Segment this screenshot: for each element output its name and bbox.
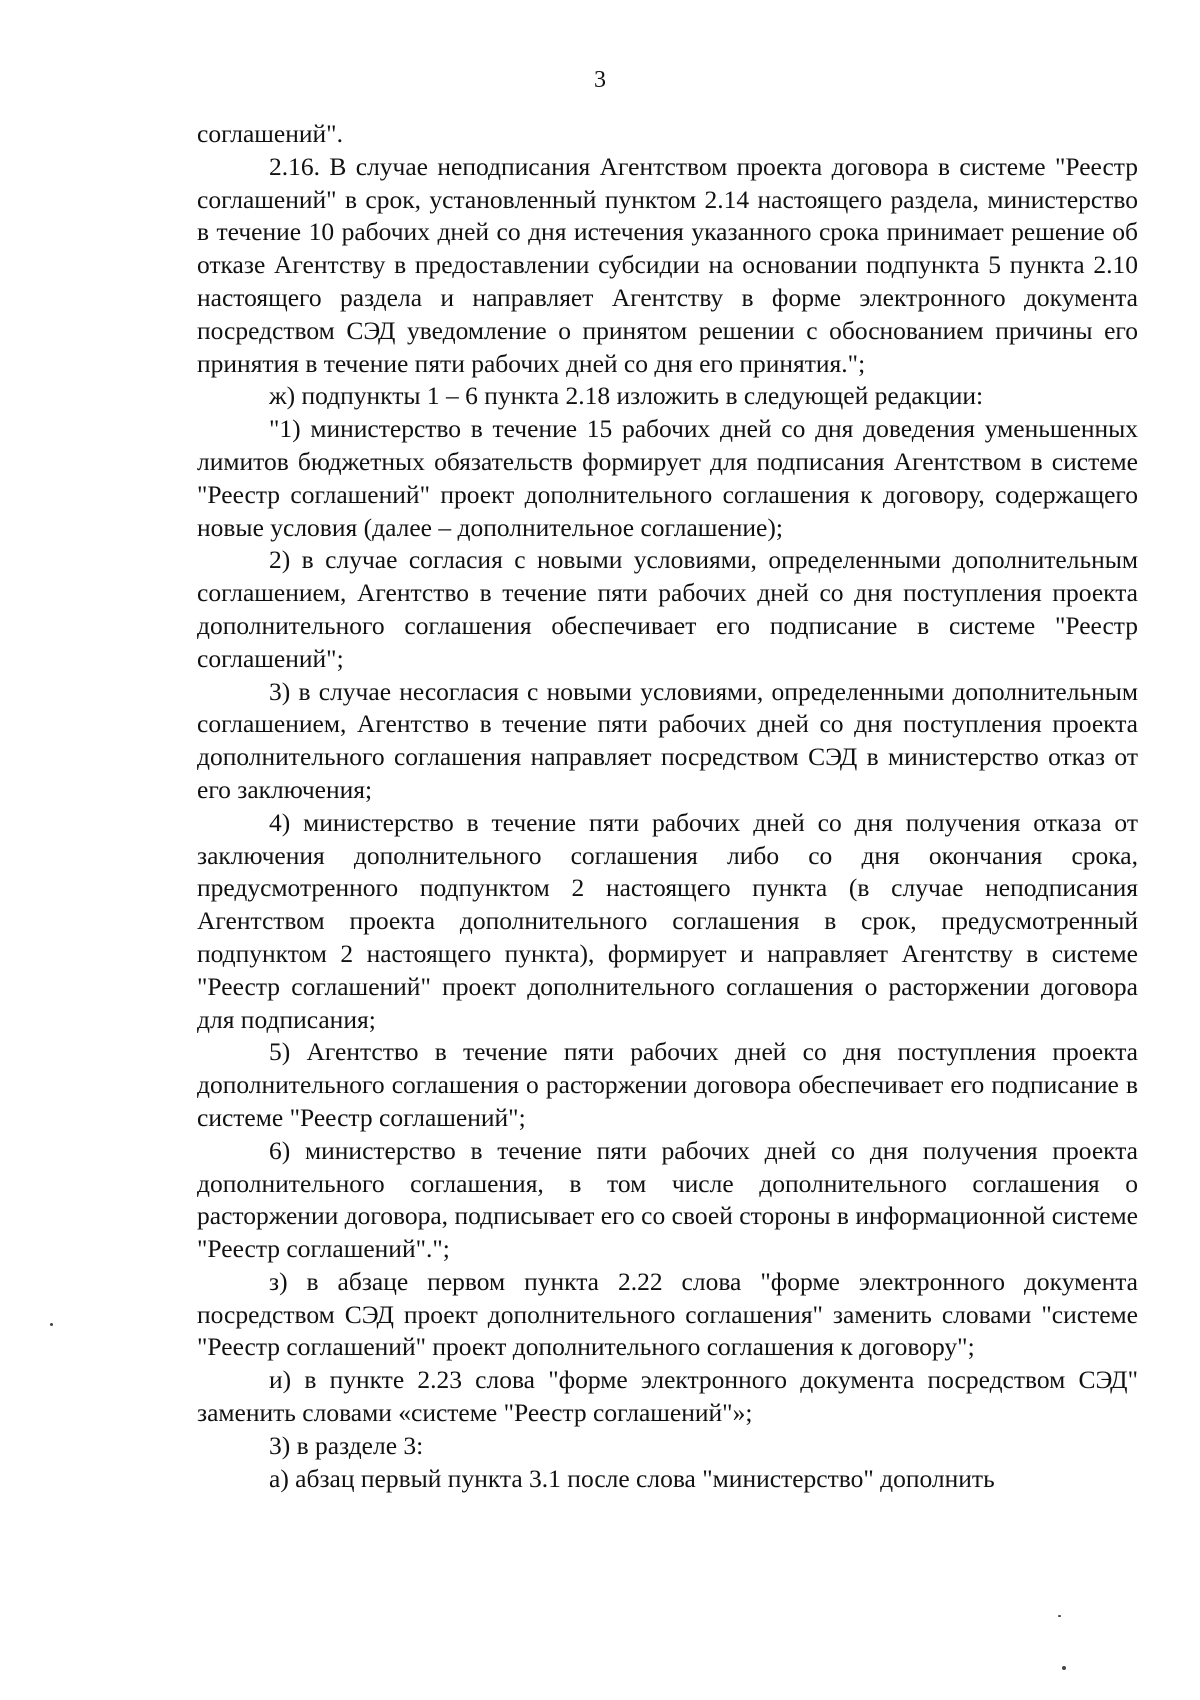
paragraph-2-16: 2.16. В случае неподписания Агентством проекта договора в системе "Реестр соглашений" в срок, установленный пунктом 2.14 настоящего раздела, министерство в течение 10 рабочих дней со дня истечения указанного срока принимает решение об отказе Агентству в предоставлении субсидии на основании подпункта 5 пункта 2.10 настоящего раздела и направляет Агентству в форме электронного документа посредством СЭД уведомление о принятом решении с обоснованием причины его принятия в течение пяти рабочих дней со дня его принятия.";: [197, 151, 1138, 378]
paragraph-item-zh: ж) подпункты 1 – 6 пункта 2.18 изложить в следующей редакции:: [269, 381, 984, 411]
paragraph-subitem-6: 6) министерство в течение пяти рабочих дней со дня получения проекта дополнительного соглашения, в том числе дополнительного соглашения о расторжении договора, подписывает его со своей стороны в информационной системе "Реестр соглашений".";: [197, 1135, 1138, 1264]
paragraph-section-3: 3) в разделе 3:: [269, 1430, 424, 1460]
paragraph-continuation: соглашений".: [197, 119, 343, 148]
document-body: [197, 118, 1138, 1495]
page-number: 3: [594, 67, 606, 93]
paragraph-subitem-2: 2) в случае согласия с новыми условиями, определенными дополнительным соглашением, Агентство в течение пяти рабочих дней со дня поступления проекта дополнительного соглашения обеспечивает его подписание в системе "Реестр соглашений";: [197, 545, 1138, 673]
paragraph-item-i: и) в пункте 2.23 слова "форме электронного документа посредством СЭД" заменить словами «системе "Реестр соглашений"»;: [197, 1365, 1138, 1428]
paragraph-subitem-5: 5) Агентство в течение пяти рабочих дней со дня поступления проекта дополнительного соглашения о расторжении договора обеспечивает его подписание в системе "Реестр соглашений";: [197, 1037, 1138, 1132]
scan-speck: [50, 1323, 53, 1326]
scan-speck: [1062, 1666, 1066, 1670]
paragraph-subitem-1: "1) министерство в течение 15 рабочих дней со дня доведения уменьшенных лимитов бюджетных обязательств формирует для подписания Агентством в системе "Реестр соглашений" проект дополнительного соглашения к договору, содержащего новые условия (далее – дополнительное соглашение);: [197, 414, 1138, 542]
paragraph-subitem-4: 4) министерство в течение пяти рабочих дней со дня получения отказа от заключения дополнительного соглашения либо со дня окончания срока, предусмотренного подпунктом 2 настоящего пункта (в случае неподписания Агентством проекта дополнительного соглашения в срок, предусмотренный подпунктом 2 настоящего пункта), формирует и направляет Агентству в системе "Реестр соглашений" проект дополнительного соглашения о расторжении договора для подписания;: [197, 807, 1138, 1034]
paragraph-item-z: з) в абзаце первом пункта 2.22 слова "форме электронного документа посредством СЭД проект дополнительного соглашения" заменить словами "системе "Реестр соглашений" проект дополнительного соглашения к договору";: [197, 1266, 1138, 1362]
scan-speck: [1058, 1615, 1061, 1617]
paragraph-subitem-3: 3) в случае несогласия с новыми условиями, определенными дополнительным соглашением, Агентство в течение пяти рабочих дней со дня поступления проекта дополнительного соглашения направляет посредством СЭД в министерство отказ от его заключения;: [197, 676, 1138, 804]
paragraph-item-a: а) абзац первый пункта 3.1 после слова "министерство" дополнить: [269, 1463, 995, 1493]
